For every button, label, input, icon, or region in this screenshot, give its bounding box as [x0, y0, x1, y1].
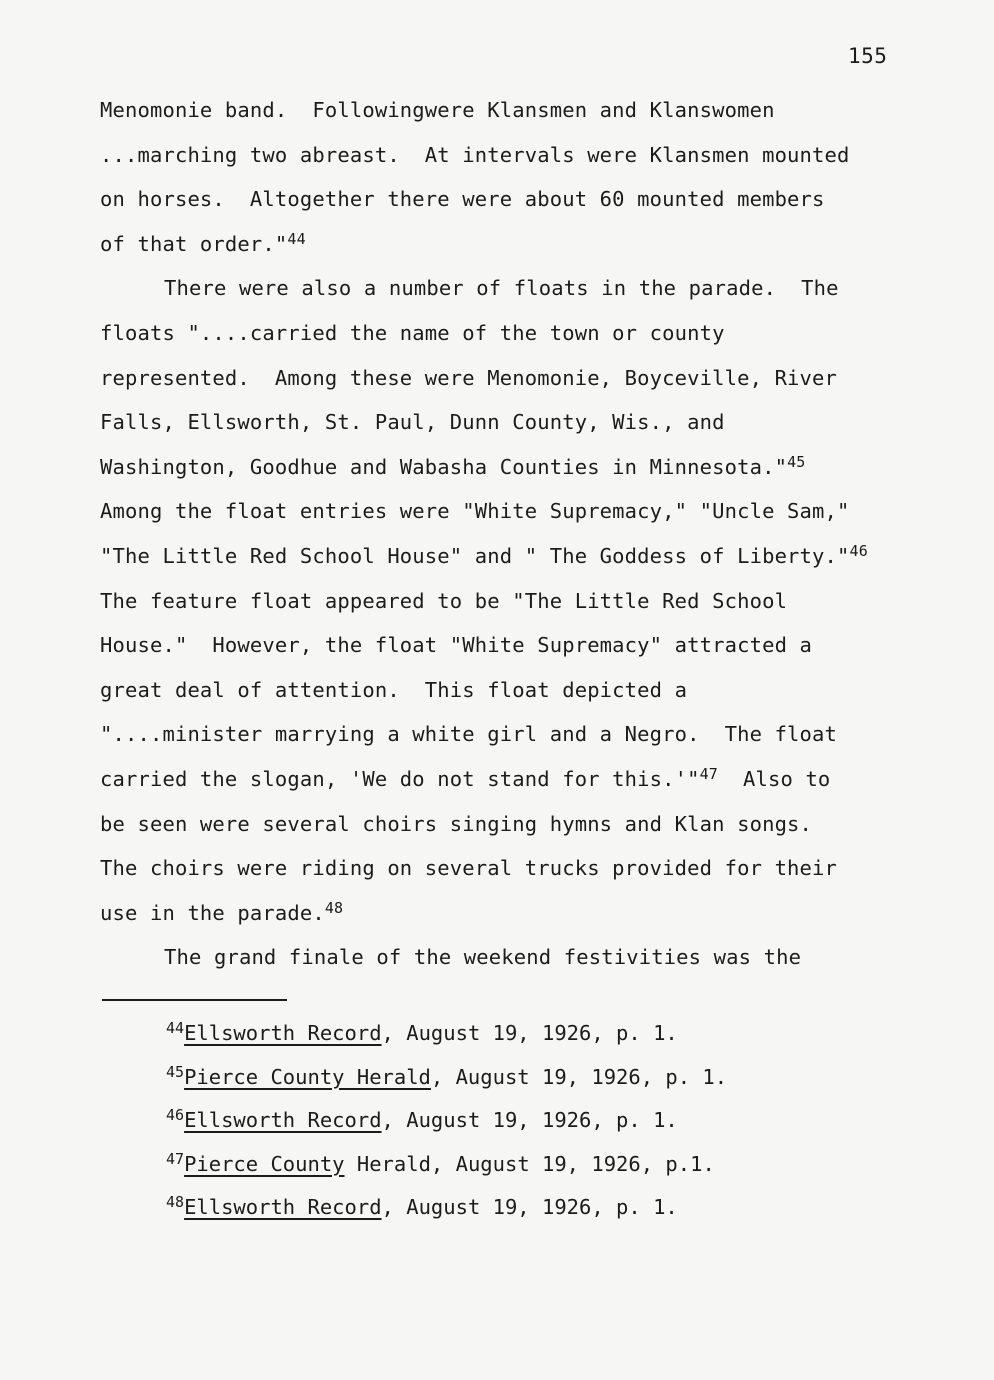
footnote-ref-45: 45 [787, 452, 806, 471]
footnote-source-title: Ellsworth Record [184, 1021, 382, 1045]
footnote-46 [166, 1099, 886, 1143]
text-line: great deal of attention. This float depicted a [100, 677, 688, 702]
text-line: The feature float appeared to be "The Little Red School [100, 588, 788, 613]
line-text: Washington, Goodhue and Wabasha Counties in Minnesota." [100, 454, 788, 479]
body-text [100, 88, 900, 980]
text-line: "....minister marrying a white girl and a Negro. The float [100, 722, 838, 747]
footnote-citation: , August 19, 1926, p.1. [430, 1151, 715, 1176]
text-line: Menomonie band. Followingwere Klansmen and Klanswomen [100, 98, 775, 122]
footnote-number: 46 [166, 1106, 185, 1124]
footnote-ref-48: 48 [324, 898, 344, 917]
footnote-citation: , August 19, 1926, p. 1. [430, 1064, 728, 1089]
footnote-44 [166, 1012, 886, 1056]
footnote-source-title: Ellsworth Record [184, 1195, 382, 1219]
text-line [100, 445, 900, 490]
footnote-citation: , August 19, 1926, p. 1. [381, 1195, 678, 1219]
text-line: The grand finale of the weekend festivities was the [164, 945, 802, 970]
text-line: on horses. Altogether there were about 60 mounted members [100, 187, 825, 212]
text-line: House." However, the float "White Supremacy" attracted a [100, 633, 813, 658]
footnote-ref-47: 47 [699, 764, 718, 783]
page-number: 155 [848, 44, 888, 68]
text-line [100, 757, 900, 802]
line-text: of that order." [100, 231, 288, 256]
text-line [100, 534, 900, 579]
line-text: use in the parade. [100, 900, 325, 925]
text-line: The choirs were riding on several trucks provided for their [100, 856, 838, 881]
text-line: ...marching two abreast. At intervals were Klansmen mounted [100, 142, 850, 167]
footnote-source-title: Pierce County Herald [184, 1064, 431, 1089]
text-line: Among the float entries were "White Supremacy," "Uncle Sam," [100, 499, 850, 524]
text-line: be seen were several choirs singing hymns and Klan songs. [100, 811, 813, 836]
footnote-source-title: Pierce County [184, 1151, 345, 1176]
line-text: "The Little Red School House" and " The Goddess of Liberty." [100, 543, 850, 568]
footnote-divider [102, 999, 287, 1001]
text-line [100, 222, 900, 267]
text-line [100, 891, 900, 936]
footnote-number: 48 [166, 1193, 185, 1211]
line-text [718, 767, 743, 791]
footnote-number: 45 [166, 1062, 185, 1081]
footnote-48 [166, 1186, 886, 1230]
footnote-citation: , August 19, 1926, p. 1. [381, 1021, 678, 1045]
footnote-ref-44: 44 [287, 229, 306, 248]
text-line: Falls, Ellsworth, St. Paul, Dunn County, Wis., and [100, 410, 725, 435]
footnote-source-title-rest: Herald [344, 1151, 431, 1176]
line-text: carried the slogan, 'We do not stand for this.'" [100, 766, 700, 791]
text-line: There were also a number of floats in the parade. The [164, 276, 839, 301]
line-text: Also to [742, 766, 831, 791]
footnote-47 [166, 1143, 886, 1187]
text-line: floats "....carried the name of the town or county [100, 320, 725, 345]
footnote-45 [166, 1056, 886, 1100]
footnotes [166, 1012, 886, 1230]
footnote-source-title: Ellsworth Record [184, 1108, 382, 1132]
footnote-number: 47 [166, 1149, 185, 1168]
text-line: represented. Among these were Menomonie, Boyceville, River [100, 365, 838, 390]
footnote-ref-46: 46 [849, 541, 868, 560]
footnote-number: 44 [166, 1019, 185, 1037]
footnote-citation: , August 19, 1926, p. 1. [381, 1108, 678, 1132]
